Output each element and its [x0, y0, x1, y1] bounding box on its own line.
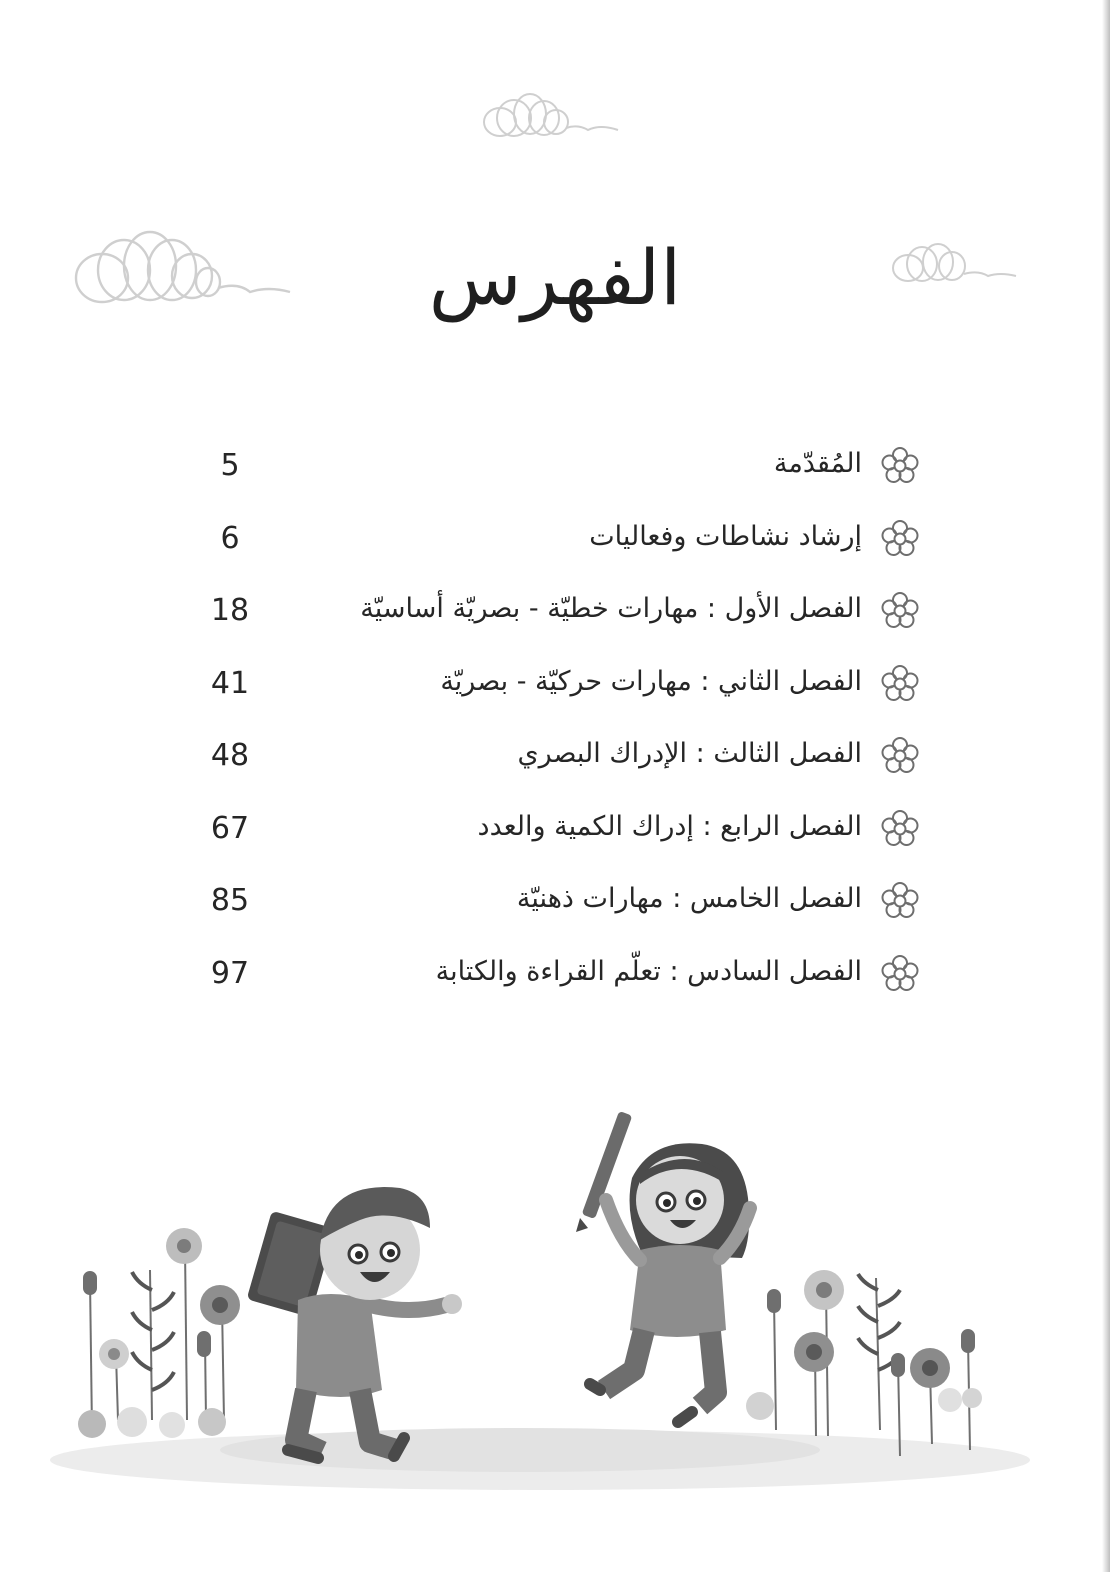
toc-page-number: 97	[210, 955, 250, 991]
flower-icon	[880, 519, 920, 559]
toc-page-number: 41	[210, 665, 250, 701]
girl-figure	[576, 1111, 750, 1422]
ground-shadow	[50, 1428, 1030, 1490]
flower-icon	[880, 881, 920, 921]
toc-entry-label: الفصل الرابع : إدراك الكمية والعدد	[477, 810, 862, 842]
toc-page-number: 85	[210, 883, 250, 918]
scribble-cloud-icon	[478, 88, 623, 146]
toc-entry[interactable]	[190, 577, 920, 650]
toc-entry-label: الفصل السادس : تعلّم القراءة والكتابة	[435, 955, 862, 987]
toc-entry[interactable]	[190, 940, 920, 1013]
boy-figure	[247, 1187, 462, 1458]
toc-entry-label: الفصل الأول : مهارات خطيّة - بصريّة أساسيّة	[360, 593, 862, 624]
toc-entry[interactable]	[190, 432, 920, 505]
toc-entry-label: الفصل الخامس : مهارات ذهنيّة	[516, 883, 862, 914]
flower-icon	[880, 954, 920, 994]
toc-entry-label: إرشاد نشاطات وفعاليات	[589, 520, 862, 552]
toc-page-number: 48	[210, 738, 250, 773]
toc-entry[interactable]	[190, 867, 920, 940]
toc-page-number: 67	[210, 810, 250, 846]
left-flowers	[84, 1248, 224, 1430]
flower-icon	[880, 591, 920, 631]
toc-entry-label: الفصل الثاني : مهارات حركيّة - بصريّة	[440, 665, 862, 697]
flower-icon	[880, 446, 920, 486]
flower-icon	[880, 664, 920, 704]
left-flower-heads	[78, 1228, 240, 1438]
page-title: الفهرس	[428, 233, 682, 322]
toc-entry-label: المُقدّمة	[773, 448, 862, 479]
toc-entry[interactable]	[190, 505, 920, 578]
toc-entry[interactable]	[190, 795, 920, 868]
kids-jumping-illustration	[40, 1100, 1040, 1520]
flower-icon	[880, 809, 920, 849]
toc-page-number: 18	[210, 593, 250, 628]
flower-icon	[880, 736, 920, 776]
toc-entry[interactable]	[190, 650, 920, 723]
table-of-contents	[190, 432, 920, 1012]
toc-page-number: 6	[220, 520, 240, 556]
toc-page-number: 5	[220, 448, 240, 483]
toc-entry[interactable]	[190, 722, 920, 795]
toc-entry-label: الفصل الثالث : الإدراك البصري	[517, 738, 862, 769]
